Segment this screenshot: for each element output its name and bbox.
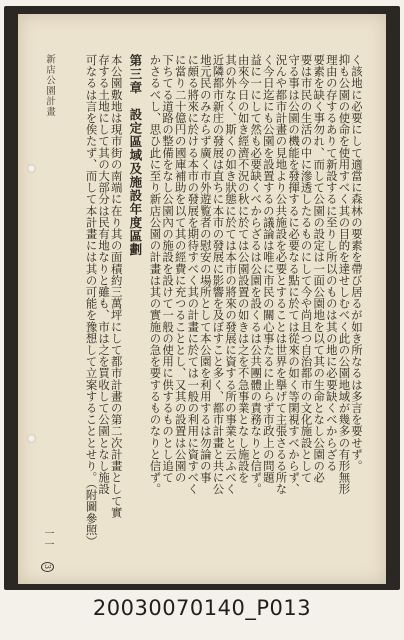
text-column: 要は市民の生活の中に滲透したるものにして今や尚且つ自治都市の文化施設として <box>299 54 314 484</box>
running-header: 新店公園計畫 <box>44 54 55 117</box>
text-column: に頗る將來に於ける本市の發展を期待すべく其の計畫に於ては一般の利用に資すべく <box>186 54 201 495</box>
text-column: く該地に必要にして適當に森林の要素を帶び居るが如き所なるは多言を要せず。 <box>350 54 364 472</box>
document-page <box>18 14 386 584</box>
text-column: 由來今日の如き經濟不況の秋に於ては公園設置の如きは之を不急事業となし施設を <box>236 54 251 484</box>
text-column: かさるべし、思ひ此に至り新店公園の計畫は其の實施の急を要するものなりと信ず。 <box>148 54 163 495</box>
text-column: 益に一にして然も必要缺くべからざるは公園を設くるは公共團體の責務なりと信ず。 <box>249 54 264 495</box>
text-column: 其の外なく、斯くの如き狀態に於ては本市の將來の發展に資する所の事業と云ふべく <box>224 54 239 495</box>
page-number <box>40 528 55 572</box>
image-id-label: 20030070140_P013 <box>92 596 312 620</box>
text-column: 理由の存するありて新設するに至りし所以のものは其の地に必要缺くべからざる <box>324 54 339 472</box>
text-column: 下ちてる道路の整備をなし公園內の施設を設けて一般の使用に供するものとし追て <box>161 54 176 484</box>
text-column: 地元民のみならず廣く市外遊覧者の慰安の場所として本公園を利用するは勿論の事 <box>198 54 213 484</box>
text-column: 況んや都市計畫の見地より公共施設を必要とすることは世界を擧げて主張さるる所な <box>274 54 289 495</box>
text-column: 守る事は公園の機能を發揮するに必要なる點に於ては從來の如く等閑視すべからず、 <box>287 54 302 495</box>
page-number-text: 一一 <box>42 527 53 550</box>
text-column: 要素を缺く事勿れ、而して公園の設定は一面公園地を以て其の生命となし公園の必 <box>312 54 327 484</box>
circled-page-number: 3 <box>43 563 52 570</box>
text-column: に當り二十億円の國庫補助を以て其の經費に充つることとし、又其の設置は公園の <box>173 54 188 484</box>
text-column: 可なるは言を俟たず、而して本計畫には其の可能を豫想して立案することとせり。（附圖參照） <box>84 54 99 548</box>
body-text <box>62 54 364 548</box>
chapter-title: 第三章 設定區域及施設年度區劃 <box>127 54 143 257</box>
text-column: 近隣都市新庄の發展は直ちに本市の發展に影響を及ぼすこと多く、都市計畫と共に公 <box>211 54 226 495</box>
text-column: 抑も公園の使命を使用すべく其の目的を達せしむべく此の公園地域が幾多の有形無形 <box>337 54 352 495</box>
text-column: 存する土地にして其の大部分は民有地なりと雖も、市は之を買收して公園となし施設 <box>97 54 112 495</box>
binding-hole <box>27 164 36 173</box>
text-column: く今日迄にも公園を設置するの議論は唯に市民の關心事たるに止らず市政上の問題 <box>261 54 276 484</box>
binding-hole <box>27 434 36 443</box>
text-column: 本公園敷地は現市街の南端に在り其の面積約三萬坪にして都市計畫の第二次計畫として實 <box>109 54 124 518</box>
